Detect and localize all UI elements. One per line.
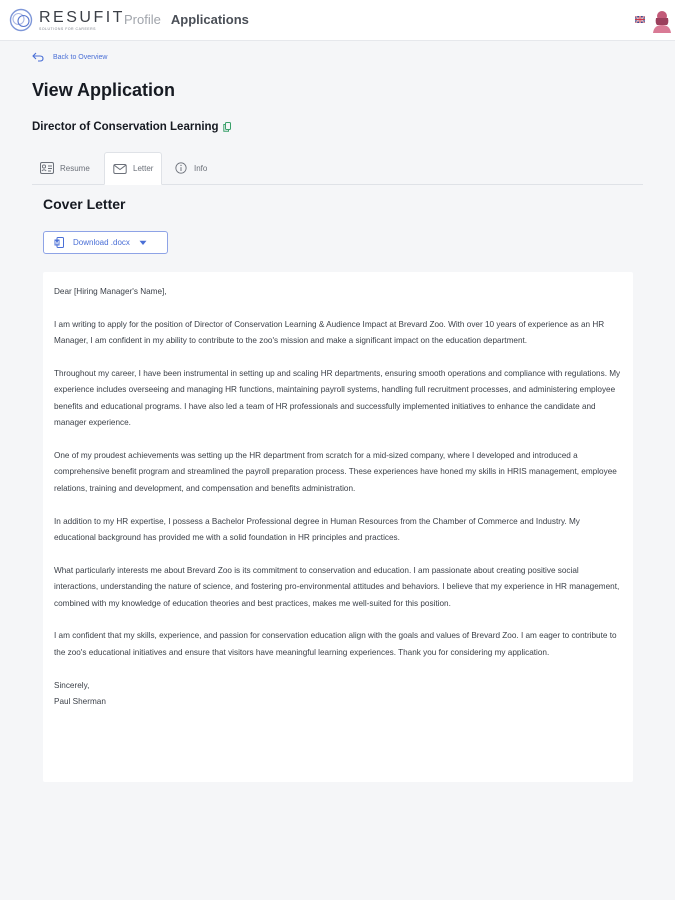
user-avatar-icon[interactable] — [651, 9, 673, 33]
cover-letter-content — [43, 272, 633, 782]
back-link-label: Back to Overview — [53, 53, 108, 61]
letter-paragraph: In addition to my HR expertise, I possess a Bachelor Professional degree in Human Resources from the Chamber of Commerce and Industry. My educational background has provided me with a solid foundation in HR principles and practices. — [54, 516, 580, 543]
copy-icon[interactable] — [223, 122, 231, 132]
brand-name: RESUFIT — [39, 8, 125, 26]
mail-icon — [113, 163, 127, 175]
tab-resume-label: Resume — [60, 163, 90, 173]
tab-letter[interactable] — [104, 152, 162, 185]
nav-profile-link[interactable]: Profile — [124, 12, 161, 27]
section-title: Cover Letter — [43, 196, 126, 212]
letter-paragraph: Throughout my career, I have been instrumental in setting up and scaling HR departments, ensuring smooth operations and compliance with regulations. My experience includes overseeing and managing HR functions, maintaining payroll systems, handling full recruitment processes, and administering employee benefits and educational programs. I have also led a team of HR professionals and successfully implemented initiatives to enhance the candidate and manager experience. — [54, 369, 621, 428]
letter-closing: Sincerely, — [54, 680, 90, 690]
letter-signature: Paul Sherman — [54, 697, 106, 707]
letter-paragraph: One of my proudest achievements was setting up the HR department from scratch for a mid-sized company, where I developed and introduced a comprehensive benefit program and streamlined the payroll preparation process. These experiences have honed my skills in HRIS management, employee relations, training and development, and compensation and benefits administration. — [54, 451, 617, 493]
letter-paragraph: What particularly interests me about Brevard Zoo is its commitment to conservation and education. I am passionate about creating positive social interactions, understanding the nature of science, and fostering pro-environmental attitudes and behaviors. I believe that my experience in HR management, combined with my knowledge of education theories and best practices, makes me well-suited for this position. — [54, 565, 620, 608]
application-tabs — [32, 152, 643, 185]
info-icon — [174, 162, 188, 174]
back-arrow-icon — [32, 52, 44, 62]
letter-greeting: Dear [Hiring Manager's Name], — [54, 287, 167, 296]
resume-icon — [40, 162, 54, 174]
tab-letter-label: Letter — [133, 164, 154, 173]
chevron-down-icon[interactable] — [139, 240, 147, 246]
tab-resume[interactable] — [40, 152, 90, 184]
download-button-label: Download .docx — [73, 238, 130, 247]
letter-paragraph: I am confident that my skills, experience, and passion for conservation education align with the goals and values of Brevard Zoo. I am eager to contribute to the zoo's educational initiatives and ensure that visitors have meaningful learning experiences. Thank you for considering my application. — [54, 631, 617, 657]
back-to-overview-link[interactable] — [32, 52, 107, 62]
word-document-icon — [54, 237, 64, 248]
top-navigation-bar — [0, 0, 675, 41]
letter-paragraph: I am writing to apply for the position of Director of Conservation Learning & Audience Impact at Brevard Zoo. With over 10 years of experience as an HR Manager, I am confident in my ability to contribute to the zoo's mission and make a significant impact on the education department. — [54, 319, 605, 346]
brand-tagline: SOLUTIONS FOR CAREERS — [39, 26, 96, 31]
main-nav — [124, 12, 249, 27]
tab-info-label: Info — [194, 163, 208, 173]
logo-icon — [8, 7, 34, 33]
job-title: Director of Conservation Learning — [32, 121, 219, 133]
tab-info[interactable] — [174, 152, 207, 184]
page-title: View Application — [32, 80, 176, 100]
uk-flag-icon[interactable] — [635, 16, 645, 23]
nav-applications-link[interactable]: Applications — [170, 12, 249, 27]
job-title-row — [32, 121, 231, 133]
resufit-logo[interactable] — [8, 7, 125, 33]
download-docx-button[interactable] — [43, 231, 168, 254]
